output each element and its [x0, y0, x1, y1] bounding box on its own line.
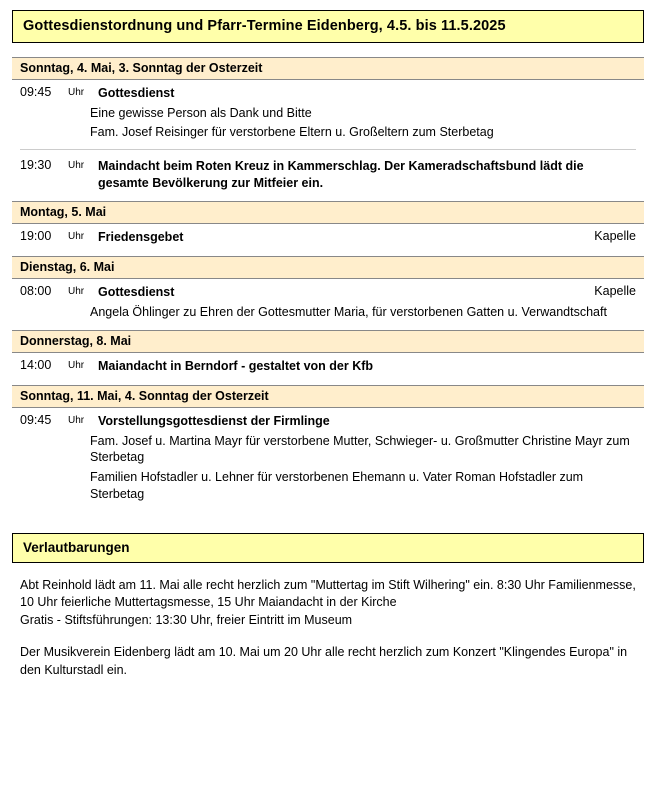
day-header: Sonntag, 11. Mai, 4. Sonntag der Osterzeit	[12, 385, 644, 408]
event-detail: Eine gewisse Person als Dank und Bitte	[90, 105, 312, 120]
event-time: 09:45	[20, 413, 52, 427]
notices-heading: Verlautbarungen	[12, 533, 644, 563]
event-title: Maiandacht in Berndorf - gestaltet von der Kfb	[98, 359, 374, 374]
event-row	[12, 413, 644, 430]
notice-block	[12, 644, 644, 680]
event-detail: Fam. Josef Reisinger für verstorbene Eltern u. Großeltern zum Sterbetag	[90, 125, 494, 140]
uhr-label: Uhr	[68, 286, 85, 297]
event-time: 09:45	[20, 85, 52, 99]
event-title: Vorstellungsgottesdienst der Firmlinge	[98, 414, 330, 428]
page-title: Gottesdienstordnung und Pfarr-Termine Eidenberg, 4.5. bis 11.5.2025	[12, 10, 644, 43]
event-title: Gottesdienst	[98, 285, 175, 299]
schedule-list	[12, 57, 644, 503]
day-header: Montag, 5. Mai	[12, 201, 644, 224]
event-title: Friedensgebet	[98, 230, 184, 245]
event-row	[12, 358, 644, 375]
uhr-label: Uhr	[68, 231, 85, 243]
event-time: 19:00	[20, 229, 52, 244]
event-time: 19:30	[20, 158, 52, 173]
event-title: Gottesdienst	[98, 86, 175, 100]
notice-line: Gratis - Stiftsführungen: 13:30 Uhr, freier Eintritt im Museum	[20, 613, 353, 628]
event-location: Kapelle	[594, 229, 636, 244]
uhr-label: Uhr	[68, 360, 85, 372]
event-row	[12, 284, 644, 301]
event-time: 08:00	[20, 284, 52, 298]
event-row	[12, 158, 644, 191]
day-header: Sonntag, 4. Mai, 3. Sonntag der Osterzeit	[12, 57, 644, 80]
event-time: 14:00	[20, 358, 52, 373]
event-row	[12, 229, 644, 246]
uhr-label: Uhr	[68, 160, 85, 172]
day-header: Donnerstag, 8. Mai	[12, 330, 644, 353]
event-divider	[20, 149, 636, 150]
uhr-label: Uhr	[68, 415, 85, 426]
event-detail: Angela Öhlinger zu Ehren der Gottesmutter Maria, für verstorbenen Gatten u. Verwandtschaft	[90, 304, 607, 319]
event-detail: Familien Hofstadler u. Lehner für verstorbenen Ehemann u. Vater Roman Hofstadler zum Sterbetag	[90, 470, 584, 501]
notice-line: Abt Reinhold lädt am 11. Mai alle recht herzlich zum "Muttertag im Stift Wilhering" ein. 8:30 Uhr Familienmesse, 10 Uhr feierliche Muttertagsmesse, 15 Uhr Maiandacht in der Kirche	[20, 577, 636, 610]
uhr-label: Uhr	[68, 87, 85, 98]
notice-line: Der Musikverein Eidenberg lädt am 10. Mai um 20 Uhr alle recht herzlich zum Konzert "Klingendes Europa" in den Kulturstadl ein.	[20, 644, 628, 677]
notices-list	[12, 577, 644, 680]
event-row	[12, 85, 644, 102]
day-header: Dienstag, 6. Mai	[12, 256, 644, 279]
event-title: Maindacht beim Roten Kreuz in Kammerschlag. Der Kameradschaftsbund lädt die gesamte Bevölkerung zur Mitfeier ein.	[98, 159, 584, 190]
event-location: Kapelle	[594, 284, 636, 298]
event-detail: Fam. Josef u. Martina Mayr für verstorbene Mutter, Schwieger- u. Großmutter Christine Mayr zum Sterbetag	[90, 433, 630, 465]
notice-block	[12, 577, 644, 630]
